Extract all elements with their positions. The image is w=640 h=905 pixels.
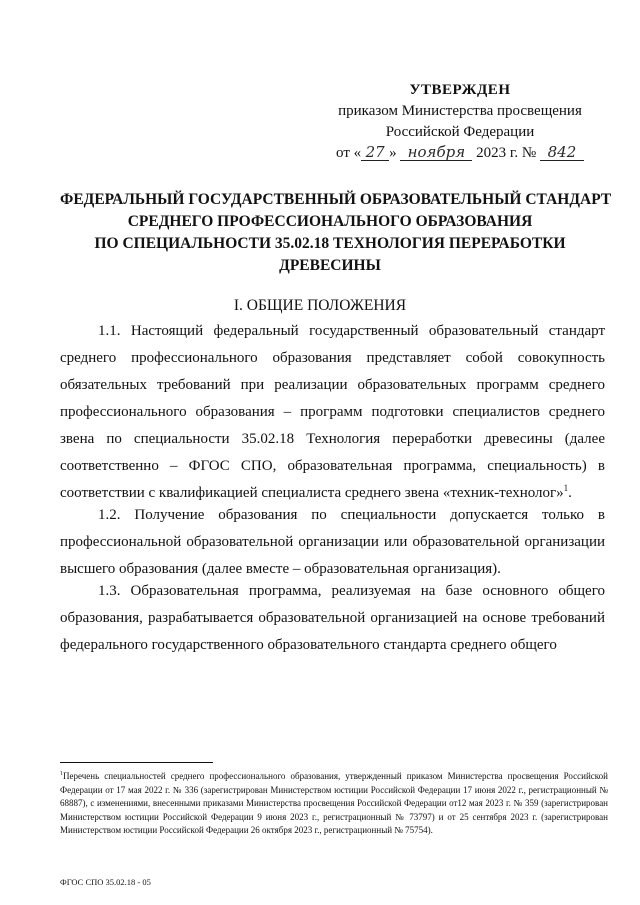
paragraph-1-1	[60, 318, 605, 507]
footnote	[60, 768, 608, 838]
section-heading: I. ОБЩИЕ ПОЛОЖЕНИЯ	[233, 297, 407, 314]
approval-line-ministry: приказом Министерства просвещения	[338, 103, 582, 119]
date-mid: »	[389, 145, 397, 161]
paragraph-1-1-text: 1.1. Настоящий федеральный государственный образовательный стандарт среднего профессионального образования представляет собой совокупность обязательных требований при реализации образовательных программ среднего профессионального образования – программ подготовки специалистов среднего звена по специальности 35.02.18 Технология переработки древесины (далее соответственно – ФГОС СПО, образовательная программа, специальность) в соответствии с квалификацией специалиста среднего звена «техник-технолог»	[60, 323, 605, 501]
approval-block	[330, 80, 590, 164]
footnote-marker: 1	[60, 771, 63, 777]
footnote-reference: 1	[563, 483, 569, 493]
paragraph-1-2: 1.2. Получение образования по специальности допускается только в профессиональной образовательной организации или образовательной организации высшего образования (далее вместе – образовательная организация).	[60, 507, 605, 577]
document-title	[60, 189, 612, 277]
paragraph-1-3: 1.3. Образовательная программа, реализуемая на базе основного общего образования, разрабатывается образовательной организацией на основе требований федерального государственного образовательного стандарта среднего общего	[60, 583, 605, 653]
approval-date-line	[330, 143, 590, 164]
title-line-2: СРЕДНЕГО ПРОФЕССИОНАЛЬНОГО ОБРАЗОВАНИЯ	[127, 213, 533, 230]
handwritten-month: ноября	[400, 144, 472, 161]
date-prefix: от «	[336, 145, 362, 161]
title-line-3: ПО СПЕЦИАЛЬНОСТИ 35.02.18 ТЕХНОЛОГИЯ ПЕРЕРАБОТКИ	[94, 235, 566, 252]
footnote-divider	[60, 762, 213, 763]
date-year: 2023 г. №	[476, 145, 537, 161]
footnote-text: Перечень специальностей среднего профессионального образования, утвержденный приказом Министерства просвещения Российской Федерации от 17 мая 2022 г. № 336 (зарегистрирован Министерством юстиции Российской Федерации 17 июня 2022 г., регистрационный № 68887), с изменениями, внесенными приказами Министерства просвещения Российской Федерации от12 мая 2023 г. № 359 (зарегистрирован Министерством юстиции Российской Федерации 9 июня 2023 г., регистрационный № 73797) и от 25 сентября 2023 г. (зарегистрирован Министерством юстиции Российской Федерации 26 октября 2023 г., регистрационный № 75754).	[60, 771, 608, 835]
handwritten-day: 27	[361, 144, 389, 161]
handwritten-order-number: 842	[540, 144, 584, 161]
document-code: ФГОС СПО 35.02.18 - 05	[60, 877, 151, 887]
approval-line-federation: Российской Федерации	[385, 124, 535, 140]
approval-title: УТВЕРЖДЕН	[409, 82, 511, 98]
paragraph-1-1-end: .	[568, 485, 572, 501]
title-line-1: ФЕДЕРАЛЬНЫЙ ГОСУДАРСТВЕННЫЙ ОБРАЗОВАТЕЛЬНЫЙ СТАНДАРТ	[60, 191, 612, 208]
title-line-4: ДРЕВЕСИНЫ	[279, 257, 381, 274]
